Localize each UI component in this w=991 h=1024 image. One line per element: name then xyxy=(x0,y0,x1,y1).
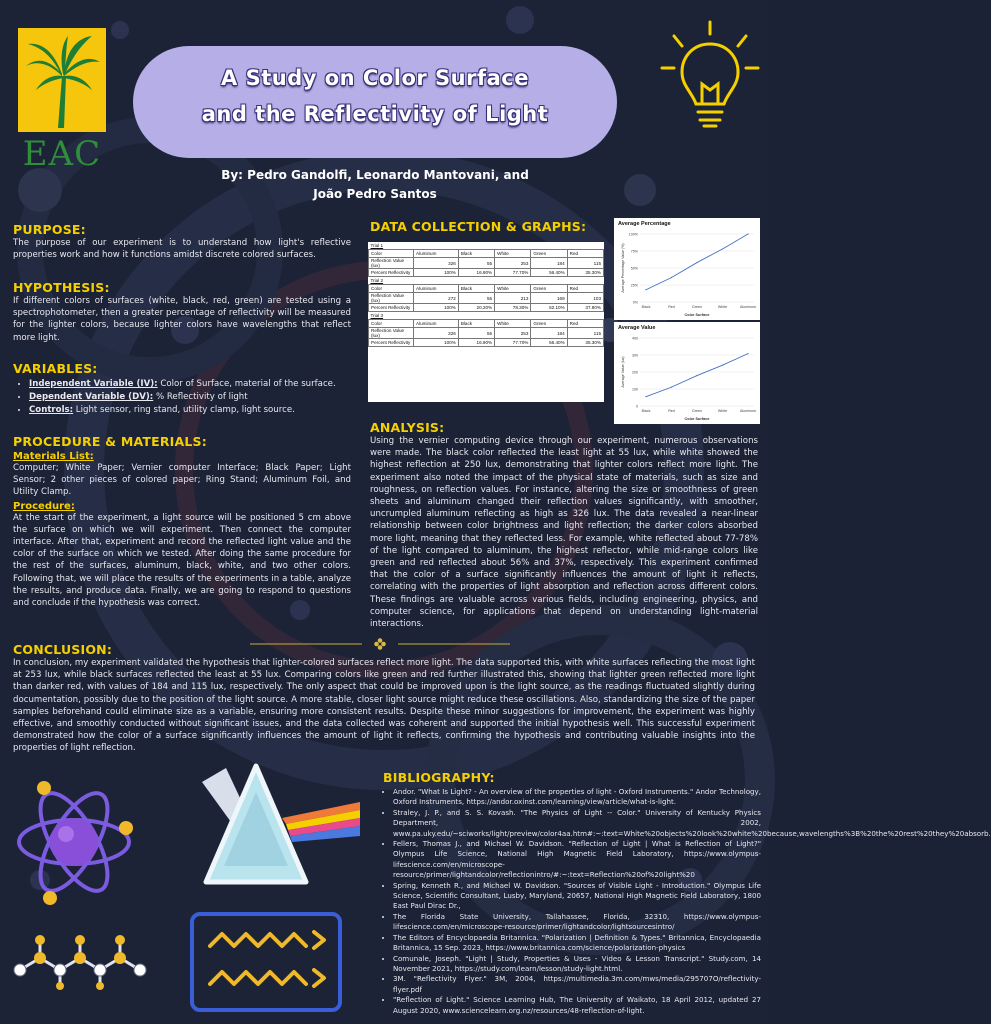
table-cell: 35.30% xyxy=(567,339,603,347)
column-header: Color xyxy=(369,285,414,293)
data-point xyxy=(696,262,697,263)
wave-icon xyxy=(188,910,344,1014)
y-tick-label: 0 xyxy=(636,404,638,409)
procedure-subheading: Procedure: xyxy=(13,500,75,512)
table-cell: 326 xyxy=(414,328,459,339)
data-point xyxy=(722,365,723,366)
table-cell: 169 xyxy=(531,293,567,304)
x-tick-label: Aluminum xyxy=(740,305,756,309)
trial-label: Trial 2 xyxy=(370,278,384,283)
column-header: Black xyxy=(458,285,494,293)
table-cell: 77.70% xyxy=(495,339,531,347)
hypothesis-text: If different colors of surfaces (white, black, red, green) are tested using a spectrophotometer, then a greater percentage of reflectivity will be measured for the lighter colors, because lighter colors have wavelengths that reflect more light. xyxy=(13,296,351,343)
table-row xyxy=(369,258,604,269)
table-cell: 35.30% xyxy=(567,269,603,277)
table-header-row xyxy=(369,250,604,258)
purpose-heading: PURPOSE: xyxy=(13,222,86,237)
x-tick-label: White xyxy=(717,409,728,413)
table-cell: 78.30% xyxy=(495,304,531,312)
data-point xyxy=(696,375,697,376)
variables-list xyxy=(13,378,351,417)
table-cell: 20.20% xyxy=(458,304,494,312)
column-header: Color xyxy=(369,250,414,258)
hypothesis-heading: HYPOTHESIS: xyxy=(13,280,110,295)
data-point xyxy=(747,233,748,234)
table-cell: 55 xyxy=(458,328,494,339)
chart-plot xyxy=(614,322,760,424)
chart-plot xyxy=(614,218,760,320)
list-item xyxy=(29,391,351,404)
authors xyxy=(133,166,617,204)
x-axis-label: Color Surface xyxy=(684,313,710,317)
data-point xyxy=(722,248,723,249)
trial-label-row xyxy=(369,312,604,320)
variable-label: Independent Variable (IV): xyxy=(29,379,158,389)
list-item xyxy=(29,404,351,417)
table-cell: 326 xyxy=(414,258,459,269)
table-cell: 213 xyxy=(495,293,531,304)
column-header: Black xyxy=(458,320,494,328)
conclusion-heading: CONCLUSION: xyxy=(13,642,113,657)
data-point xyxy=(671,387,672,388)
table-row xyxy=(369,339,604,347)
row-label: Percent Reflectivity xyxy=(369,269,414,277)
column-header: Red xyxy=(567,320,603,328)
bibliography-item: • Straley, J. P., and S. S. Kovash. "The Physics of Light -- Color." University of Kentucky Physics Department, 2002, www.pa.uky.edu/~sciworks/light/preview/color4aa.htm#:~:text=White%20objects%20look%20white%20because,wavelengths%3B%20the%20rest%20they%20absorb. xyxy=(393,808,761,839)
table-cell: 100% xyxy=(414,339,459,347)
analysis-heading: ANALYSIS: xyxy=(370,420,445,435)
table-row xyxy=(369,304,604,312)
trial-label: Trial 1 xyxy=(370,243,384,248)
table-cell: 77.70% xyxy=(495,269,531,277)
table-cell: 253 xyxy=(495,258,531,269)
bibliography-item: • "Reflection of Light." Science Learning Hub, The University of Waikato, 18 April 2012, updated 27 August 2020, www.sciencelearn.org.nz/resources/48-reflection-of-light. xyxy=(393,995,761,1016)
column-header: Green xyxy=(531,285,567,293)
variable-label: Dependent Variable (DV): xyxy=(29,392,154,402)
table-cell: 103 xyxy=(567,293,603,304)
list-item xyxy=(29,378,351,391)
y-tick-label: 0% xyxy=(632,300,638,305)
table-row xyxy=(369,293,604,304)
table-cell: 16.90% xyxy=(458,339,494,347)
x-tick-label: Black xyxy=(641,409,651,413)
table-cell: 115 xyxy=(567,328,603,339)
column-header: Aluminum xyxy=(414,285,459,293)
x-axis-label: Color Surface xyxy=(684,417,710,421)
bibliography-item: • Fellers, Thomas J., and Michael W. Davidson. "Reflection of Light | What is Reflection of Light?" Olympus Life Science, National High Magnetic Field Laboratory, https://www.olympus-lifescience.com/en/microscope-resource/primer/lightandcolor/reflectionintro/#:~:text=Reflection%20of%20light%20 xyxy=(393,839,761,881)
table-cell: 56.40% xyxy=(531,339,567,347)
chart-title: Average Percentage xyxy=(618,221,671,227)
table-cell: 55 xyxy=(458,293,494,304)
prism-icon xyxy=(196,762,366,892)
column-header: Red xyxy=(567,285,603,293)
table-header-row xyxy=(369,285,604,293)
column-header: Red xyxy=(567,250,603,258)
data-collection-heading: DATA COLLECTION & GRAPHS: xyxy=(370,219,587,234)
column-header: Black xyxy=(458,250,494,258)
table-cell: 16.90% xyxy=(458,269,494,277)
chart-average-value xyxy=(614,322,760,424)
table-cell: 62.10% xyxy=(531,304,567,312)
y-tick-label: 300 xyxy=(632,353,638,358)
table-cell: 55 xyxy=(458,258,494,269)
y-axis-label: Average Percentage Value (%) xyxy=(621,243,625,293)
column-header: Green xyxy=(531,250,567,258)
x-tick-label: Green xyxy=(692,409,702,413)
data-table-card xyxy=(368,242,604,402)
procedure-heading: PROCEDURE & MATERIALS: xyxy=(13,434,207,449)
bibliography-item: • 3M. "Reflectivity Flyer." 3M, 2004, https://multimedia.3m.com/mws/media/295707O/reflectivity-flyer.pdf xyxy=(393,974,761,995)
analysis-section xyxy=(370,420,758,630)
palm-tree-icon xyxy=(18,28,106,132)
bibliography-section xyxy=(383,770,991,1016)
x-tick-label: Red xyxy=(668,409,675,413)
data-point xyxy=(645,396,646,397)
y-tick-label: 200 xyxy=(632,370,638,375)
table-row xyxy=(369,269,604,277)
bibliography-heading: BIBLIOGRAPHY: xyxy=(383,770,495,785)
data-table xyxy=(368,242,604,347)
trial-label-row xyxy=(369,277,604,285)
x-tick-label: Red xyxy=(668,305,675,309)
purpose-section xyxy=(13,222,351,261)
materials-heading: Materials List: xyxy=(13,451,94,462)
bibliography-item: • Spring, Kenneth R., and Michael W. Davidson. "Sources of Visible Light - Introduction." Olympus Life Science, Scientific Consultant, Lusby, Maryland, 20657, National High Magnetic Field Laboratory, 1800 East Paul Dirac Dr., xyxy=(393,881,761,912)
column-header: Aluminum xyxy=(414,250,459,258)
bibliography-item: • The Editors of Encyclopaedia Britannica. "Polarization | Definition & Types." Britannica, Encyclopaedia Britannica, 15 Sep. 2023, https://www.britannica.com/science/polarization-physics xyxy=(393,933,761,954)
column-header: Green xyxy=(531,320,567,328)
column-header: White xyxy=(495,285,531,293)
table-row xyxy=(369,328,604,339)
variable-text: Color of Surface, material of the surface. xyxy=(157,379,336,389)
variable-text: % Reflectivity of light xyxy=(153,392,248,402)
procedure-section xyxy=(13,434,351,609)
y-tick-label: 400 xyxy=(632,336,638,341)
materials-text: Computer; White Paper; Vernier computer Interface; Black Paper; Light Sensor; 2 other pieces of colored paper; Ring Stand; Aluminum Foil, and Utility Clamp. xyxy=(13,463,351,498)
row-label: Reflection Value (lux) xyxy=(369,328,414,339)
column-header: White xyxy=(495,320,531,328)
bibliography-item: • Comunale, Joseph. "Light | Study, Properties & Uses - Video & Lesson Transcript." Study.com, 14 November 2021, https://study.com/learn/lesson/study-light.html. xyxy=(393,954,761,975)
trial-label: Trial 3 xyxy=(370,313,384,318)
table-header-row xyxy=(369,320,604,328)
light-bulb-icon xyxy=(660,18,760,158)
y-tick-label: 100 xyxy=(632,387,638,392)
bibliography-item: • Andor. "What Is Light? - An overview of the properties of light - Oxford Instruments." Andor Technology, Oxford Instruments, https://andor.oxinst.com/learning/view/article/what-is-light. xyxy=(393,787,761,808)
chart-average-percentage xyxy=(614,218,760,320)
x-tick-label: Black xyxy=(641,305,651,309)
data-collection-section xyxy=(370,219,610,234)
variables-section xyxy=(13,361,351,417)
chart-title: Average Value xyxy=(618,325,656,331)
column-header: White xyxy=(495,250,531,258)
eac-logo xyxy=(18,28,106,174)
authors-line-1: By: Pedro Gandolfi, Leonardo Mantovani, and xyxy=(221,168,529,182)
variable-label: Controls: xyxy=(29,405,74,415)
conclusion-text: In conclusion, my experiment validated the hypothesis that lighter-colored surfaces reflect more light. The data supported this, with white surfaces reflecting the most light at 253 lux, while black surfaces reflected the least at 55 lux. Comparing colors like green and red further illustrated this, showing that lighter green reflected more light than darker red, with values of 184 and 115 lux, respectively. The only aspect that could be improved upon is the light source, as the readings fluctuated slightly during documentation, possibly due to the position of the light source. A more stable, closer light source might reduce these oscillations. Also, standardizing the size of the paper samples beforehand could eliminate size as a variable, ensuring more consistent results. Despite these minor suggestions for improvement, the experiment was highly effective, and smoothly conducted without significant issues, and the data collected was coherent and supported the initial hypothesis well. This successful experiment demonstrated how the color of a surface significantly influences the amount of light it reflects, confirming the hypothesis and contributing valuable insights into the properties of light reflection. xyxy=(13,658,755,754)
atom-icon xyxy=(14,770,134,910)
x-tick-label: Aluminum xyxy=(740,409,756,413)
conclusion-section xyxy=(13,642,755,755)
table-cell: 100% xyxy=(414,269,459,277)
analysis-text: Using the vernier computing device through our experiment, numerous observations were made. The black color reflected the least light at 55 lux, while white showed the highest reflection at 250 lux, demonstrating that lighter colors reflect more light. The experiment also noted the impact of the physical state of materials, such as size and roughness, on reflection values. For instance, altering the size or smoothness of green sheets and aluminum changed their reflection values significantly, with smoother, uncrumpled aluminum reflecting as high as 326 lux. The data revealed a near-linear relationship between color brightness and light reflection; the darker colors absorbed more light, meaning that they reflected less. For example, white reflected about 77-78% of the light compared to aluminum, the highest reflector, while mid-range colors like green and red reflected about 56% and 37%, respectively. This experiment confirmed that the color of a surface significantly influences the amount of light it reflects, correlating with the properties of light absorption and reflection across different colors. These findings are valuable across various fields, including engineering, physics, and computer science, for applications that depend on understanding light-material interactions. xyxy=(370,436,758,630)
table-cell: 184 xyxy=(531,328,567,339)
x-tick-label: Green xyxy=(692,305,702,309)
bibliography-item: • The Florida State University, Tallahassee, Florida, 32310, https://www.olympus-lifescience.com/en/microscope-resource/primer/lightandcolor/lightsourcesintro/ xyxy=(393,912,761,933)
poster-title xyxy=(133,60,617,132)
y-axis-label: Average Value (lux) xyxy=(621,356,625,388)
authors-line-2: João Pedro Santos xyxy=(313,187,437,201)
trial-label-row xyxy=(369,242,604,250)
row-label: Percent Reflectivity xyxy=(369,339,414,347)
data-point xyxy=(747,353,748,354)
data-point xyxy=(645,289,646,290)
table-cell: 56.40% xyxy=(531,269,567,277)
logo-text: EAC xyxy=(22,134,102,174)
column-header: Aluminum xyxy=(414,320,459,328)
variables-heading: VARIABLES: xyxy=(13,361,98,376)
y-tick-label: 50% xyxy=(630,266,638,271)
series-line xyxy=(646,234,748,290)
purpose-text: The purpose of our experiment is to understand how light's reflective properties work and how it functions amidst discrete colored surfaces. xyxy=(13,238,351,261)
table-cell: 272 xyxy=(414,293,459,304)
row-label: Reflection Value (lux) xyxy=(369,258,414,269)
title-line-2: and the Reflectivity of Light xyxy=(201,102,549,126)
row-label: Percent Reflectivity xyxy=(369,304,414,312)
y-tick-label: 25% xyxy=(630,283,638,288)
table-cell: 253 xyxy=(495,328,531,339)
x-tick-label: White xyxy=(717,305,728,309)
variable-text: Light sensor, ring stand, utility clamp, light source. xyxy=(73,405,295,415)
table-cell: 115 xyxy=(567,258,603,269)
column-header: Color xyxy=(369,320,414,328)
hypothesis-section xyxy=(13,280,351,344)
y-tick-label: 75% xyxy=(630,249,638,254)
table-cell: 100% xyxy=(414,304,459,312)
data-point xyxy=(671,277,672,278)
table-cell: 184 xyxy=(531,258,567,269)
title-line-1: A Study on Color Surface xyxy=(221,66,529,90)
y-tick-label: 100% xyxy=(628,232,638,237)
table-cell: 37.90% xyxy=(567,304,603,312)
row-label: Reflection Value (lux) xyxy=(369,293,414,304)
molecule-icon xyxy=(10,930,160,990)
procedure-text: At the start of the experiment, a light source will be positioned 5 cm above the surface on which we will experiment. Then connect the computer interface. After that, experiment and record the reflected light value and the color of the surface on which we tested. After doing the same procedure for the rest of the surfaces, aluminum, black, white, and two other colors. Following that, we will place the results of the experiments in a table, analyze the results, and produce data. Finally, we are going to respond to questions and conclude if the hypothesis was correct. xyxy=(13,512,351,609)
bibliography-list xyxy=(383,787,991,1016)
